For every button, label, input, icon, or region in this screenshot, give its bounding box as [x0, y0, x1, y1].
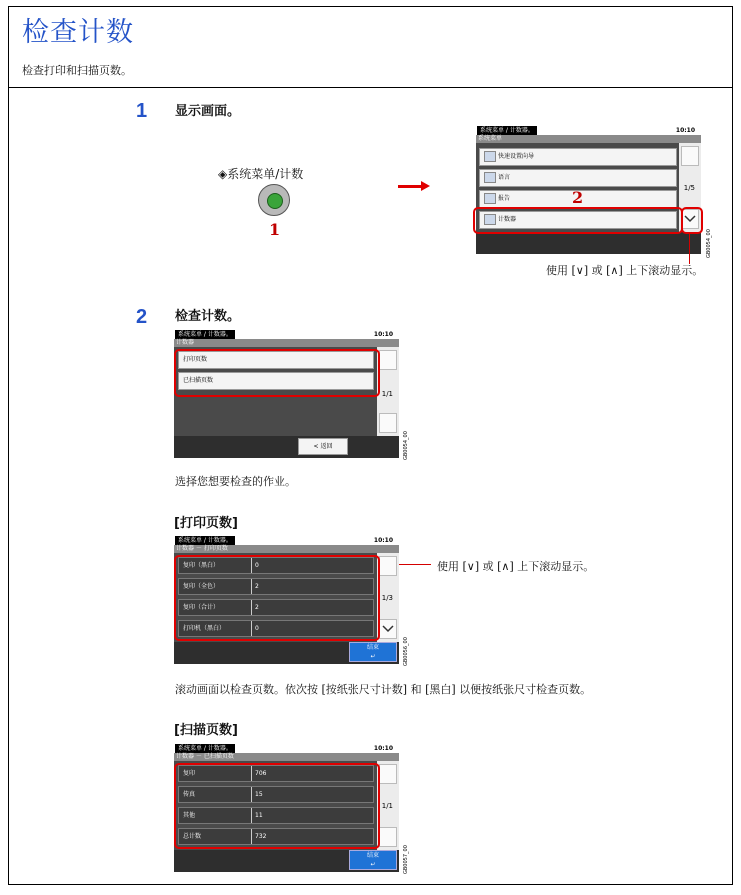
menu-item-counter[interactable]: 计数器 [479, 211, 677, 229]
globe-icon [484, 172, 496, 183]
end-button[interactable]: 结束 ↵ [349, 850, 397, 870]
scroll-up-button[interactable] [379, 764, 397, 784]
page-title: 检查计数 [22, 17, 134, 48]
highlight-items [174, 349, 380, 397]
page-indicator: 1/5 [683, 184, 695, 192]
end-button[interactable]: 结束 ↵ [349, 642, 397, 662]
screen-id: GB0057_00 [403, 845, 409, 874]
report-icon [484, 193, 496, 204]
screen-system-menu [476, 126, 701, 254]
screen-header: 系统菜单 / 计数器。 [175, 330, 235, 339]
menu-item-print-count[interactable]: 打印页数 [178, 351, 374, 369]
scroll-up-button[interactable] [379, 556, 397, 576]
callout-line [689, 234, 690, 264]
page-indicator: 1/3 [381, 594, 393, 602]
page-indicator: 1/1 [381, 390, 393, 398]
right-arrow-icon [398, 185, 422, 188]
screen-header: 系统菜单 / 计数器。 [477, 126, 537, 135]
table-row: 复印 706 [178, 765, 374, 782]
step-1-title: 显示画面。 [175, 104, 241, 119]
scroll-up-button[interactable] [379, 350, 397, 370]
step-2-number: 2 [136, 306, 148, 328]
print-count-heading: [打印页数] [174, 516, 238, 531]
screen-subheader: 计数器 － 打印页数 [174, 545, 399, 553]
page-indicator: 1/1 [381, 802, 393, 810]
scroll-down-button[interactable] [379, 413, 397, 433]
scroll-down-button[interactable] [379, 827, 397, 847]
screen-id: GB0054_00 [403, 431, 409, 460]
callout-line [399, 564, 431, 565]
enter-icon: ↵ [370, 861, 376, 868]
system-menu-counter-key[interactable] [258, 184, 290, 216]
step-1-number: 1 [136, 100, 148, 122]
highlight-rows [174, 555, 380, 641]
scroll-down-button[interactable] [379, 619, 397, 639]
callout-2: 2 [572, 188, 584, 207]
header-rule [8, 87, 733, 88]
screen-header: 系统菜单 / 计数器。 [175, 744, 235, 753]
table-row: 复印（合计） 2 [178, 599, 374, 616]
scroll-check-text: 滚动画面以检查页数。依次按 [按纸张尺寸计数] 和 [黑白] 以便按纸张尺寸检查页数。 [175, 683, 592, 696]
chevron-down-icon [380, 620, 396, 636]
table-row: 复印（全色） 2 [178, 578, 374, 595]
scan-count-heading: [扫描页数] [174, 723, 238, 738]
highlight-rows [174, 763, 380, 849]
scroll-up-button[interactable] [681, 146, 699, 166]
step-2-title: 检查计数。 [175, 309, 241, 324]
table-row: 其他 11 [178, 807, 374, 824]
system-menu-key-label: ◈系统菜单/计数 [218, 167, 304, 181]
table-row: 总计数 732 [178, 828, 374, 845]
screen-subheader: 计数器 － 已扫描页数 [174, 753, 399, 761]
highlight-counter [473, 207, 683, 234]
screen-id: GB0056_00 [403, 637, 409, 666]
screen-header: 系统菜单 / 计数器。 [175, 536, 235, 545]
menu-item-scan-count[interactable]: 已扫描页数 [178, 372, 374, 390]
table-row: 传真 15 [178, 786, 374, 803]
screen-clock: 10:10 [675, 127, 695, 134]
screen-id: GB0054_00 [706, 229, 712, 258]
screen-clock: 10:10 [373, 745, 393, 752]
screen-subheader: 计数器 [174, 339, 399, 347]
highlight-scroll-down [681, 207, 703, 234]
page-subtitle: 检查打印和扫描页数。 [22, 64, 132, 77]
screen-clock: 10:10 [373, 331, 393, 338]
select-job-text: 选择您想要检查的作业。 [175, 475, 296, 488]
menu-item-language[interactable]: 语言 [479, 169, 677, 187]
scroll-note-1: 使用 [∨] 或 [∧] 上下滚动显示。 [546, 264, 704, 277]
callout-1: 1 [269, 220, 281, 239]
enter-icon: ↵ [370, 653, 376, 660]
scroll-note-2: 使用 [∨] 或 [∧] 上下滚动显示。 [437, 560, 595, 573]
screen-subheader: 系统菜单 [476, 135, 701, 143]
menu-item-quick-setup[interactable]: 快速设置向导 [479, 148, 677, 166]
screen-clock: 10:10 [373, 537, 393, 544]
menu-item-report[interactable]: 报告 [479, 190, 677, 208]
table-row: 复印（黑白） 0 [178, 557, 374, 574]
back-button[interactable]: < 返回 [298, 438, 348, 455]
wizard-icon [484, 151, 496, 162]
table-row: 打印机（黑白） 0 [178, 620, 374, 637]
